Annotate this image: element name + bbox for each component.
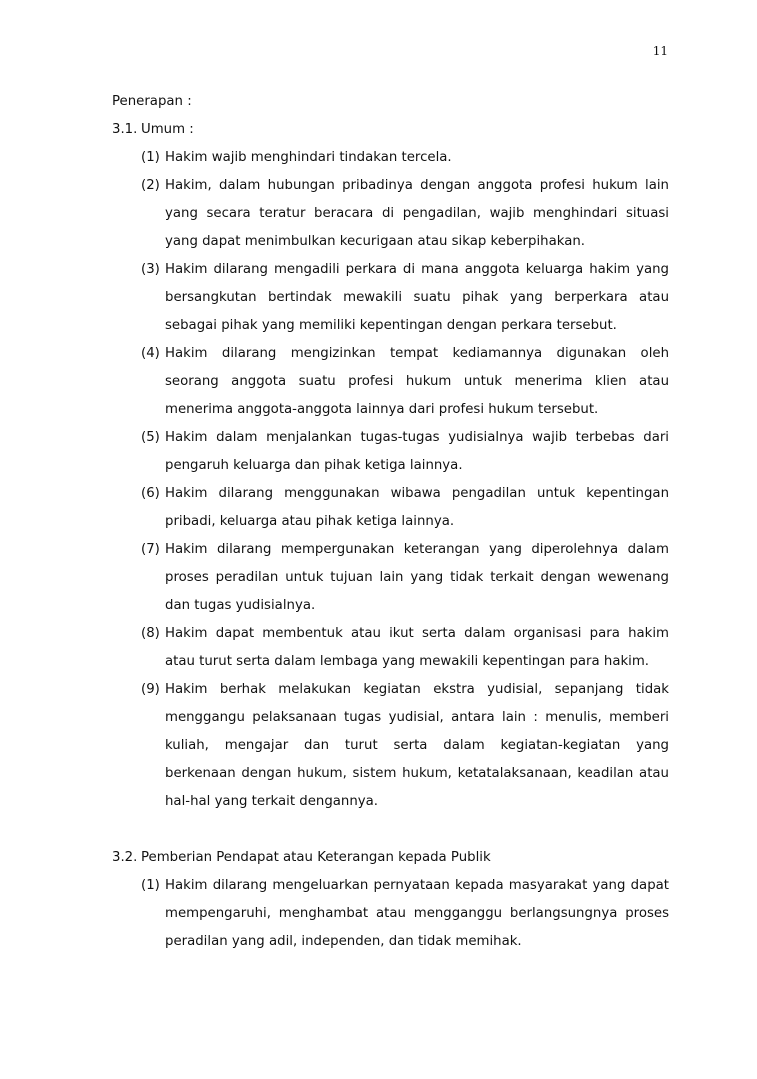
list-item [141, 620, 669, 676]
page-number: 11 [652, 44, 668, 58]
list-item [141, 340, 669, 424]
item-list [141, 872, 669, 956]
text-line: Hakim dalam menjalankan tugas-tugas yudisialnya wajib terbebas dari [165, 430, 669, 445]
item-text [165, 676, 669, 816]
text-line: Hakim wajib menghindari tindakan tercela. [165, 150, 452, 165]
text-line: Hakim dilarang mempergunakan keterangan yang diperolehnya dalam [165, 542, 669, 557]
item-text [165, 872, 669, 956]
list-item [141, 480, 669, 536]
item-text [165, 424, 669, 480]
text-line: yang dapat menimbulkan kecurigaan atau sikap keberpihakan. [165, 234, 586, 249]
item-number: (1) [141, 878, 160, 893]
list-item [141, 676, 669, 816]
text-line: proses peradilan untuk tujuan lain yang tidak terkait dengan wewenang [165, 570, 669, 585]
section-3-1 [112, 116, 669, 816]
sections-container [112, 116, 669, 956]
item-text [165, 536, 669, 620]
text-line: seorang anggota suatu profesi hukum untuk menerima klien atau [165, 374, 669, 389]
section-number: 3.2. [112, 850, 138, 865]
text-line: pengaruh keluarga dan pihak ketiga lainnya. [165, 458, 463, 473]
item-text [165, 256, 669, 340]
text-line: sebagai pihak yang memiliki kepentingan dengan perkara tersebut. [165, 318, 617, 333]
text-line: kuliah, mengajar dan turut serta dalam kegiatan-kegiatan yang [165, 738, 669, 753]
text-line: menerima anggota-anggota lainnya dari profesi hukum tersebut. [165, 402, 599, 417]
text-line: Hakim dilarang mengadili perkara di mana anggota keluarga hakim yang [165, 262, 669, 277]
item-number: (6) [141, 486, 160, 501]
item-number: (7) [141, 542, 160, 557]
list-item [141, 872, 669, 956]
item-number: (5) [141, 430, 160, 445]
text-line: Hakim dapat membentuk atau ikut serta dalam organisasi para hakim [165, 626, 669, 641]
text-line: Hakim berhak melakukan kegiatan ekstra yudisial, sepanjang tidak [165, 682, 669, 697]
text-line: berkenaan dengan hukum, sistem hukum, ketatalaksanaan, keadilan atau [165, 766, 669, 781]
text-line: mempengaruhi, menghambat atau mengganggu berlangsungnya proses [165, 906, 669, 921]
intro-label: Penerapan : [112, 94, 192, 109]
text-line: Hakim dilarang menggunakan wibawa pengadilan untuk kepentingan [165, 486, 669, 501]
list-item [141, 144, 669, 172]
section-heading [112, 844, 669, 872]
item-number: (9) [141, 682, 160, 697]
text-line: dan tugas yudisialnya. [165, 598, 316, 613]
text-line: hal-hal yang terkait dengannya. [165, 794, 379, 809]
text-line: atau turut serta dalam lembaga yang mewakili kepentingan para hakim. [165, 654, 650, 669]
section-heading [112, 116, 669, 144]
list-item [141, 424, 669, 480]
item-number: (8) [141, 626, 160, 641]
item-number: (4) [141, 346, 160, 361]
text-line: Hakim dilarang mengizinkan tempat kediamannya digunakan oleh [165, 346, 669, 361]
text-line: pribadi, keluarga atau pihak ketiga lainnya. [165, 514, 455, 529]
section-spacer [112, 816, 669, 844]
list-item [141, 536, 669, 620]
item-text [165, 480, 669, 536]
text-line: Hakim dilarang mengeluarkan pernyataan kepada masyarakat yang dapat [165, 878, 669, 893]
item-number: (2) [141, 178, 160, 193]
item-text [165, 172, 669, 256]
section-3-2 [112, 844, 669, 956]
section-title: Umum : [141, 122, 194, 137]
list-item [141, 172, 669, 256]
item-text [165, 340, 669, 424]
text-line: menggangu pelaksanaan tugas yudisial, antara lain : menulis, memberi [165, 710, 669, 725]
item-list [141, 144, 669, 816]
item-number: (3) [141, 262, 160, 277]
text-line: yang secara teratur beracara di pengadilan, wajib menghindari situasi [165, 206, 669, 221]
item-number: (1) [141, 150, 160, 165]
section-number: 3.1. [112, 122, 138, 137]
text-line: Hakim, dalam hubungan pribadinya dengan anggota profesi hukum lain [165, 178, 669, 193]
item-text [165, 620, 669, 676]
list-item [141, 256, 669, 340]
item-text [165, 144, 669, 172]
text-line: bersangkutan bertindak mewakili suatu pihak yang berperkara atau [165, 290, 669, 305]
document-body [112, 88, 669, 956]
text-line: peradilan yang adil, independen, dan tidak memihak. [165, 934, 522, 949]
section-title: Pemberian Pendapat atau Keterangan kepada Publik [141, 850, 491, 865]
